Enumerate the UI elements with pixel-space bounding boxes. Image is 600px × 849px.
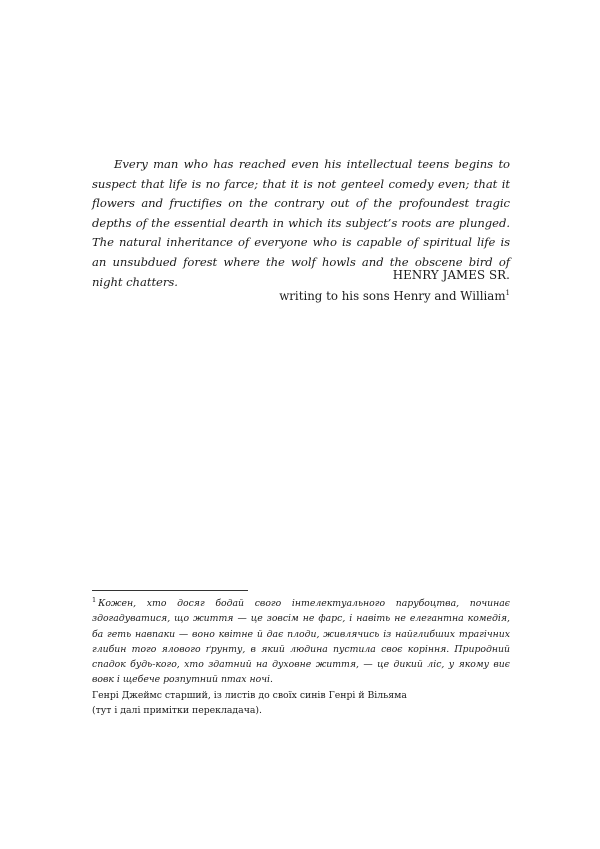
attribution-context-text: writing to his sons Henry and William	[279, 289, 506, 303]
footnote-translation	[92, 596, 510, 688]
attribution-author: HENRY JAMES SR.	[392, 268, 510, 282]
footnote-translation-text: Кожен, хто досяг бодай свого інтелектуального парубоцтва, починає здогадуватися, що життя — це зовсім не фарс, і навіть не елегантна комедія, ба геть навпаки — воно квітне й дає плоди, живлячись із найглибших трагічних глибин того ялового ґрунту, в який людина пустила своє коріння. Природний спадок будь-кого, хто здатний на духовне життя, — це дикий ліс, у якому виє вовк і щебече розпутний птах ночі.	[92, 598, 510, 686]
footnote-separator	[92, 590, 248, 591]
footnote	[92, 596, 510, 718]
footnote-source: Генрі Джеймс старший, із листів до своїх синів Генрі й Вільяма	[92, 689, 407, 701]
footnote-marker: 1	[92, 595, 97, 604]
attribution-context	[279, 286, 510, 307]
epigraph-attribution	[279, 265, 510, 307]
footnote-translator-note: (тут і далі примітки перекладача).	[92, 705, 262, 717]
epigraph-quote: Every man who has reached even his intellectual teens begins to suspect that life is no farce; that it is not genteel comedy even; that it flowers and fructifies on the contrary out of the profoundest tragic depths of the essential dearth in which its subject’s roots are plunged. The natural inheritance of everyone who is capable of spiritual life is an unsubdued forest where the wolf howls and the obscene bird of night chatters.	[92, 157, 510, 289]
footnote-reference-marker: 1	[505, 289, 510, 298]
